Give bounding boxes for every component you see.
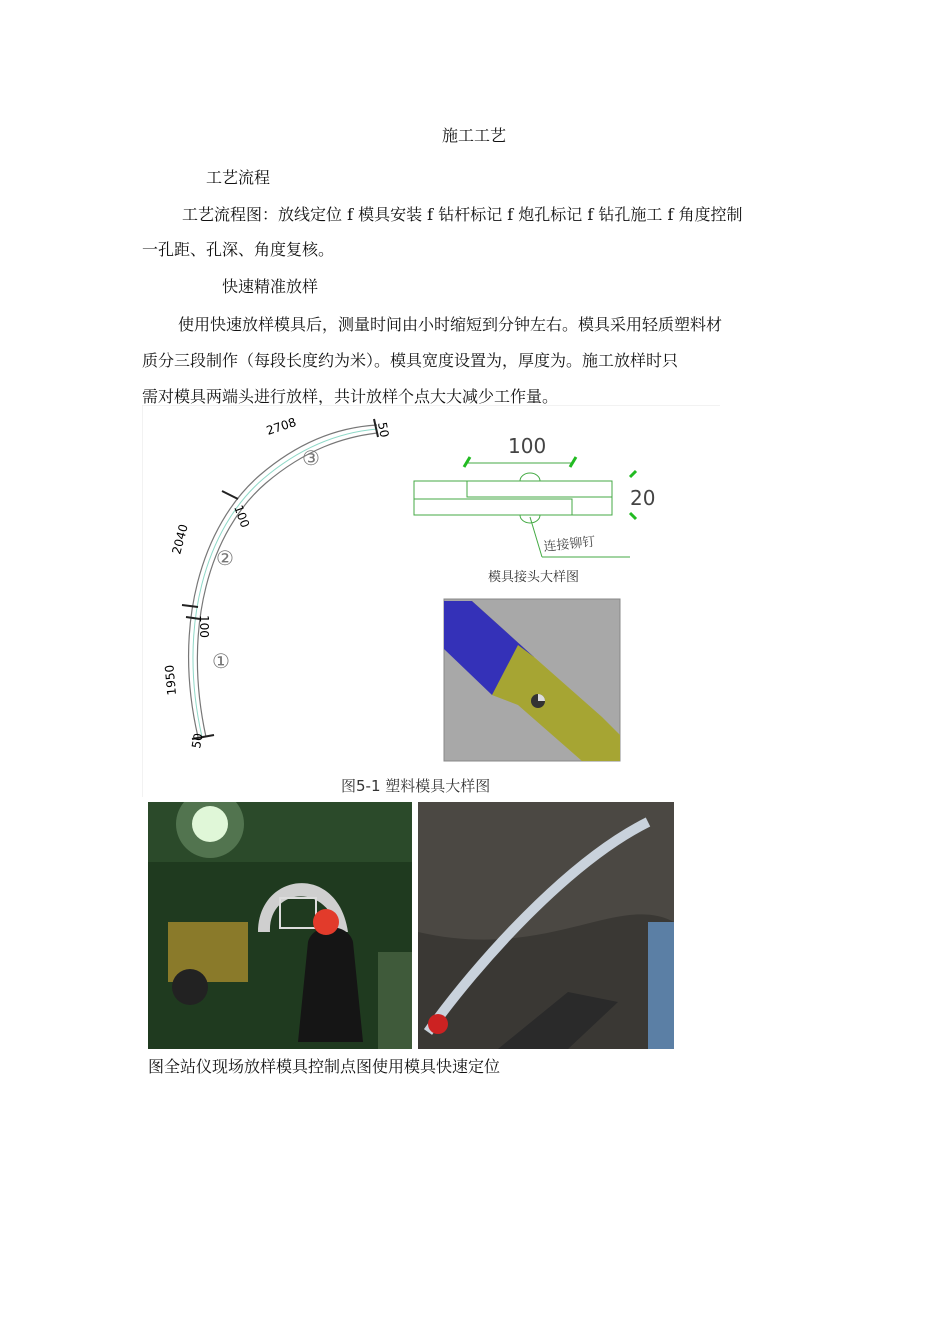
arc-dim-2708: 2708 bbox=[264, 415, 298, 438]
section-heading-layout: 快速精准放样 bbox=[222, 277, 319, 296]
total-station-photo bbox=[148, 802, 412, 1049]
segment-label-2: ② bbox=[216, 546, 234, 570]
joint-3d-rendering bbox=[444, 599, 620, 761]
figure-caption-2: 图全站仪现场放样模具控制点图使用模具快速定位 bbox=[148, 1057, 501, 1076]
paragraph-line2: 质分三段制作（每段长度约为米）。模具宽度设置为，厚度为。施工放样时只 bbox=[142, 351, 679, 370]
section-heading-flow: 工艺流程 bbox=[206, 168, 271, 187]
segment-label-1: ① bbox=[212, 649, 230, 673]
site-photos bbox=[148, 802, 674, 1049]
flow-text-line1: 工艺流程图：放线定位 f 模具安装 f 钻杆标记 f 炮孔标记 f 钻孔施工 f 角度控制 bbox=[182, 205, 743, 224]
joint-detail-title: 模具接头大样图 bbox=[488, 570, 580, 585]
arc-template-drawing bbox=[182, 419, 378, 739]
arc-dim-100-bottom: 100 bbox=[197, 615, 211, 638]
arc-dim-100-top: 100 bbox=[231, 503, 253, 530]
segment-label-3: ③ bbox=[302, 446, 320, 470]
figure-caption-1: 图5-1 塑料模具大样图 bbox=[341, 777, 491, 795]
arc-dim-50-bottom: 50 bbox=[189, 732, 206, 750]
joint-dim-20: 20 bbox=[630, 486, 656, 510]
arc-dim-2040: 2040 bbox=[169, 522, 191, 556]
page-title: 施工工艺 bbox=[442, 126, 507, 145]
template-detail-figure bbox=[142, 405, 720, 797]
arc-dim-50-top: 50 bbox=[375, 421, 392, 439]
template-positioning-photo bbox=[418, 802, 674, 1049]
arc-dim-1950: 1950 bbox=[162, 664, 179, 696]
paragraph-line3: 需对模具两端头进行放样，共计放样个点大大减少工作量。 bbox=[142, 387, 559, 406]
joint-detail-drawing bbox=[414, 457, 636, 557]
paragraph-line1: 使用快速放样模具后，测量时间由小时缩短到分钟左右。模具采用轻质塑料材 bbox=[178, 315, 723, 334]
joint-dim-100: 100 bbox=[508, 434, 547, 458]
rivet-label: 连接铆钉 bbox=[542, 534, 597, 555]
flow-text-line2: 一孔距、孔深、角度复核。 bbox=[142, 240, 335, 259]
